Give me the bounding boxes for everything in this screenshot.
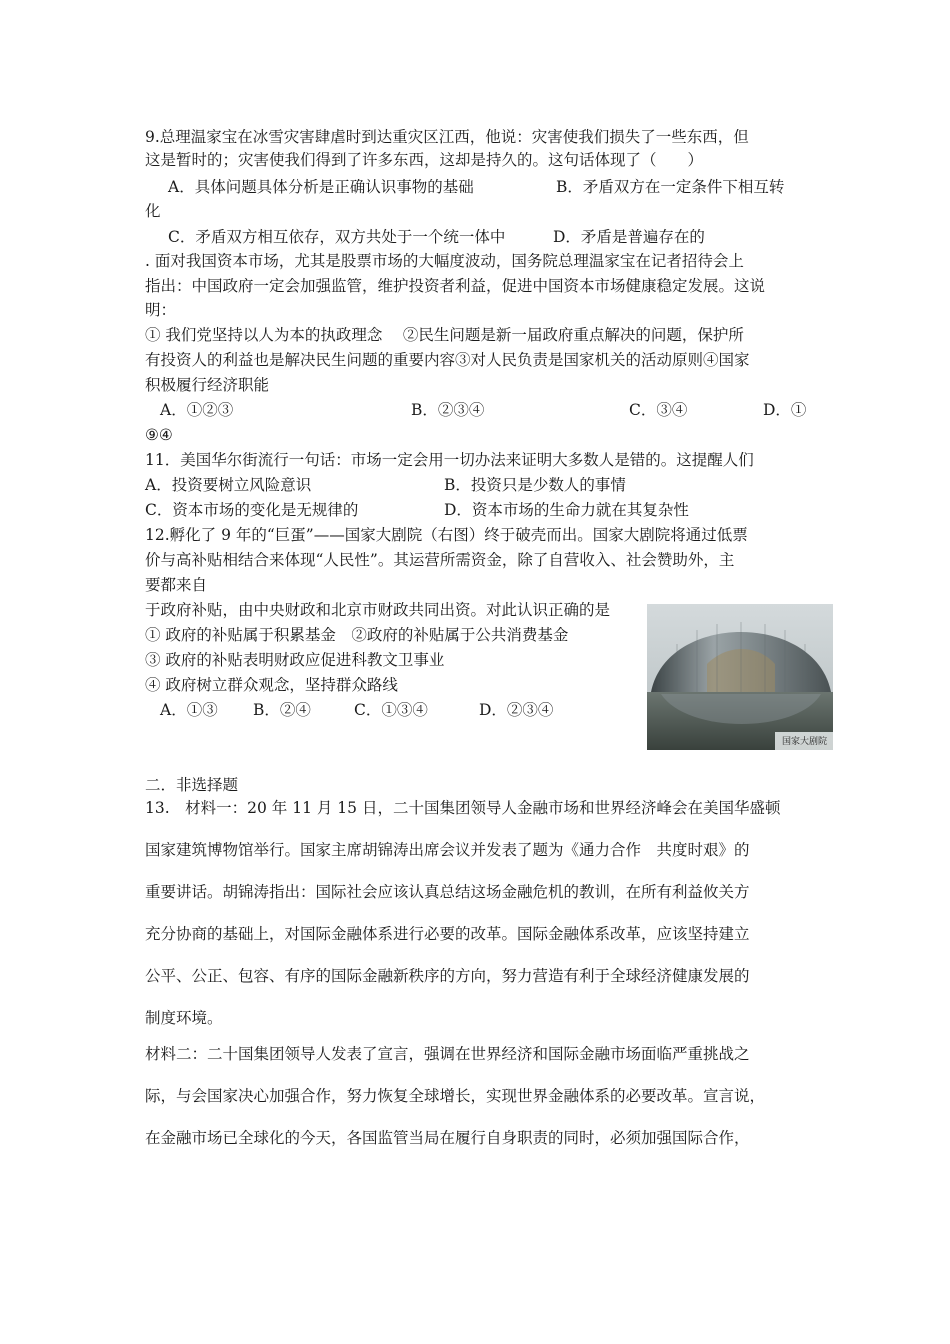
q13-material1-line6: 制度环境。 (145, 1009, 223, 1027)
q13-material2-line2: 际，与会国家决心加强合作，努力恢复全球增长，实现世界金融体系的必要改革。宣言说， (145, 1087, 766, 1105)
national-grand-theatre-photo (647, 604, 833, 750)
q12-option-b: B．②④ (253, 701, 311, 719)
q12-option-d: D．②③④ (479, 701, 554, 719)
q13-material1-line3: 重要讲话。胡锦涛指出：国际社会应该认真总结这场金融危机的教训，在所有利益攸关方 (145, 883, 750, 901)
q9-option-a: A．具体问题具体分析是正确认识事物的基础 (168, 178, 474, 196)
q10-option-a: A．①②③ (160, 401, 234, 419)
q12-stem-line4: 于政府补贴，由中央财政和北京市财政共同出资。对此认识正确的是 (145, 601, 611, 619)
q10-option-d-cont: ⑨④ (145, 426, 173, 444)
q10-statement-line3: 积极履行经济职能 (145, 376, 270, 394)
q10-option-d: D．① (763, 401, 807, 419)
q12-option-c: C．①③④ (354, 701, 428, 719)
q10-stem-line1: . 面对我国资本市场，尤其是股票市场的大幅度波动，国务院总理温家宝在记者招待会上 (145, 252, 744, 270)
section-heading: 二．非选择题 (145, 776, 239, 794)
q13-material1-line4: 充分协商的基础上，对国际金融体系进行必要的改革。国际金融体系改革，应该坚持建立 (145, 925, 750, 943)
q13-material2-line3: 在金融市场已全球化的今天，各国监管当局在履行自身职责的同时，必须加强国际合作， (145, 1129, 750, 1147)
q12-stem-line3: 要都来自 (145, 576, 208, 594)
q9-option-b-cont: 化 (145, 202, 161, 220)
q9-option-d: D．矛盾是普遍存在的 (553, 228, 705, 246)
q13-material2-line1: 材料二：二十国集团领导人发表了宣言，强调在世界经济和国际金融市场面临严重挑战之 (145, 1045, 750, 1063)
q12-statement-3: ③ 政府的补贴表明财政应促进科教文卫事业 (145, 651, 445, 669)
q11-option-a: A．投资要树立风险意识 (145, 476, 312, 494)
q9-option-b: B．矛盾双方在一定条件下相互转 (556, 178, 785, 196)
q12-stem-line1: 12.孵化了 9 年的“巨蛋”——国家大剧院（右图）终于破壳而出。国家大剧院将通过低票 (145, 526, 748, 544)
q11-option-c: C．资本市场的变化是无规律的 (145, 501, 359, 519)
q10-stem-line2: 指出：中国政府一定会加强监管，维护投资者利益，促进中国资本市场健康稳定发展。这说 (145, 277, 766, 295)
q10-stem-line3: 明： (145, 301, 177, 319)
q9-stem-line2: 这是暂时的；灾害使我们得到了许多东西，这却是持久的。这句话体现了（ ） (145, 151, 704, 169)
q12-statement-1-2: ① 政府的补贴属于积累基金 ②政府的补贴属于公共消费基金 (145, 626, 569, 644)
q11-option-b: B．投资只是少数人的事情 (444, 476, 626, 494)
theatre-dome-illustration (647, 604, 833, 750)
q12-statement-4: ④ 政府树立群众观念，坚持群众路线 (145, 676, 398, 694)
q12-option-a: A．①③ (160, 701, 218, 719)
q12-stem-line2: 价与高补贴相结合来体现“人民性”。其运营所需资金，除了自营收入、社会赞助外，主 (145, 551, 735, 569)
q11-option-d: D．资本市场的生命力就在其复杂性 (444, 501, 689, 519)
photo-caption: 国家大剧院 (781, 737, 827, 747)
q10-option-b: B．②③④ (411, 401, 485, 419)
q11-stem: 11．美国华尔街流行一句话：市场一定会用一切办法来证明大多数人是错的。这提醒人们 (145, 451, 754, 469)
q9-option-c: C．矛盾双方相互依存，双方共处于一个统一体中 (168, 228, 506, 246)
q10-statement-line1: ① 我们党坚持以人为本的执政理念 ②民生问题是新一届政府重点解决的问题，保护所 (145, 326, 744, 344)
q13-material1-line1: 13. 材料一：20 年 11 月 15 日，二十国集团领导人金融市场和世界经济峰会在美国华盛顿 (145, 799, 781, 817)
q10-statement-line2: 有投资人的利益也是解决民生问题的重要内容③对人民负责是国家机关的活动原则④国家 (145, 351, 750, 369)
q13-material1-line5: 公平、公正、包容、有序的国际金融新秩序的方向，努力营造有利于全球经济健康发展的 (145, 967, 750, 985)
q9-stem-line1: 9.总理温家宝在冰雪灾害肆虐时到达重灾区江西，他说：灾害使我们损失了一些东西，但 (145, 128, 749, 146)
q10-option-c: C．③④ (629, 401, 688, 419)
q13-material1-line2: 国家建筑博物馆举行。国家主席胡锦涛出席会议并发表了题为《通力合作 共度时艰》的 (145, 841, 750, 859)
